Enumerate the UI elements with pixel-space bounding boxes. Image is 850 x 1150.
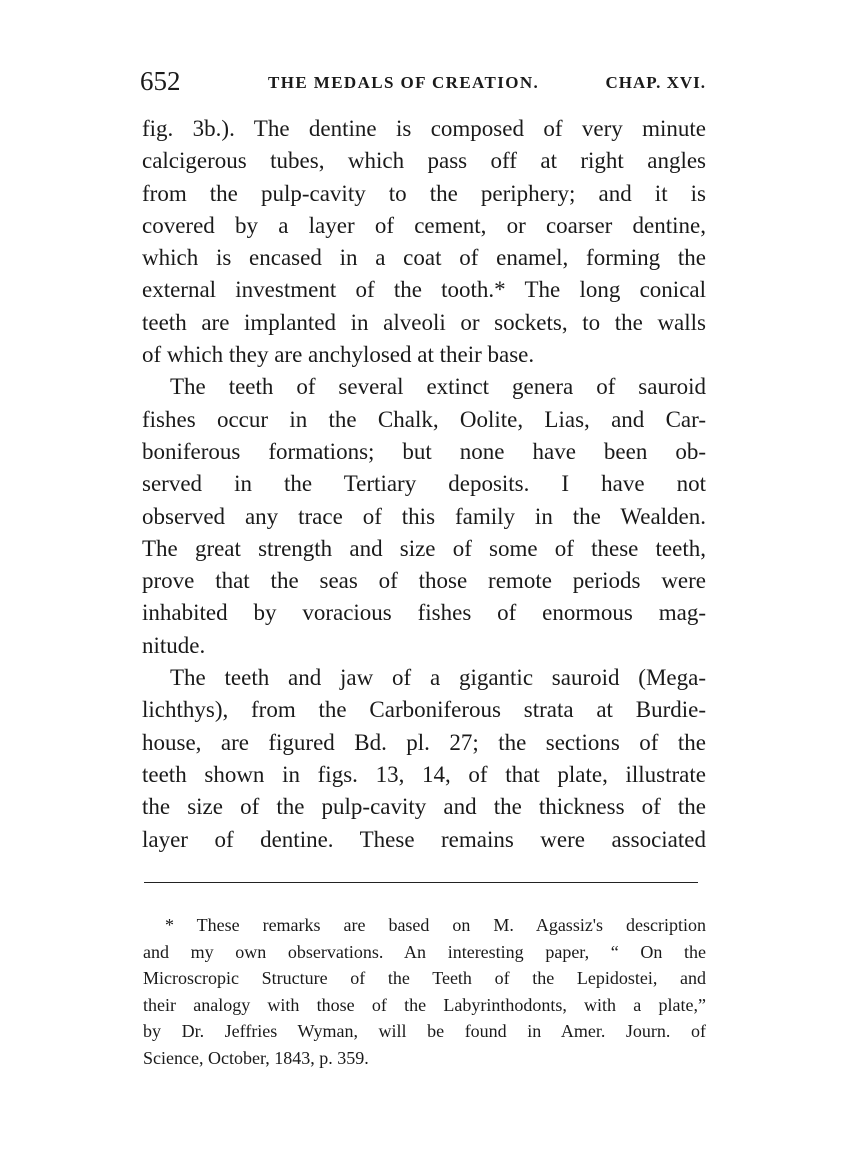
text-line: served in the Tertiary deposits. I have not bbox=[142, 471, 706, 497]
text-line: of which they are anchylosed at their base. bbox=[142, 342, 535, 368]
text-line: house, are figured Bd. pl. 27; the sections of the bbox=[142, 729, 706, 755]
footnote-line: Microscropic Structure of the Teeth of the Lepidostei, and bbox=[143, 968, 706, 988]
text-line: observed any trace of this family in the Wealden. bbox=[142, 503, 706, 529]
footnote-line: by Dr. Jeffries Wyman, will be found in Amer. Journ. of bbox=[143, 1021, 706, 1041]
text-line: the size of the pulp-cavity and the thickness of the bbox=[142, 794, 706, 820]
text-line: layer of dentine. These remains were associated bbox=[142, 826, 706, 852]
running-title: THE MEDALS OF CREATION. bbox=[268, 73, 540, 92]
text-line: calcigerous tubes, which pass off at right angles bbox=[142, 148, 706, 174]
text-line: The great strength and size of some of these teeth, bbox=[142, 535, 706, 561]
footnote-line: their analogy with those of the Labyrinthodonts, with a plate,” bbox=[143, 994, 706, 1015]
footnote bbox=[143, 912, 706, 1071]
footnote-line: Science, October, 1843, p. 359. bbox=[143, 1047, 369, 1068]
text-line: prove that the seas of those remote periods were bbox=[142, 568, 706, 594]
text-line: covered by a layer of cement, or coarser dentine, bbox=[142, 212, 706, 238]
text-line: from the pulp-cavity to the periphery; and it is bbox=[142, 180, 706, 206]
text-line: The teeth and jaw of a gigantic sauroid (Mega- bbox=[170, 665, 706, 691]
running-header bbox=[140, 64, 706, 98]
text-line: external investment of the tooth.* The long conical bbox=[142, 277, 706, 303]
text-line: lichthys), from the Carboniferous strata at Burdie- bbox=[142, 697, 706, 723]
text-line: The teeth of several extinct genera of sauroid bbox=[170, 374, 706, 400]
footnote-divider bbox=[144, 882, 698, 883]
text-line: which is encased in a coat of enamel, forming the bbox=[142, 245, 706, 271]
text-line: teeth shown in figs. 13, 14, of that plate, illustrate bbox=[142, 761, 706, 787]
text-line: teeth are implanted in alveoli or sockets, to the walls bbox=[142, 309, 706, 335]
text-line: inhabited by voracious fishes of enormous mag- bbox=[142, 600, 706, 626]
text-line: nitude. bbox=[142, 632, 206, 658]
chapter-label: CHAP. XVI. bbox=[605, 73, 706, 92]
body-text bbox=[142, 113, 706, 856]
text-line: fishes occur in the Chalk, Oolite, Lias, and Car- bbox=[142, 406, 706, 432]
text-line: boniferous formations; but none have been ob- bbox=[142, 438, 706, 464]
page-number: 652 bbox=[140, 66, 181, 96]
text-line: fig. 3b.). The dentine is composed of very minute bbox=[142, 116, 706, 141]
footnote-line: * These remarks are based on M. Agassiz's description bbox=[165, 915, 706, 935]
footnote-line: and my own observations. An interesting paper, “ On the bbox=[143, 941, 706, 962]
